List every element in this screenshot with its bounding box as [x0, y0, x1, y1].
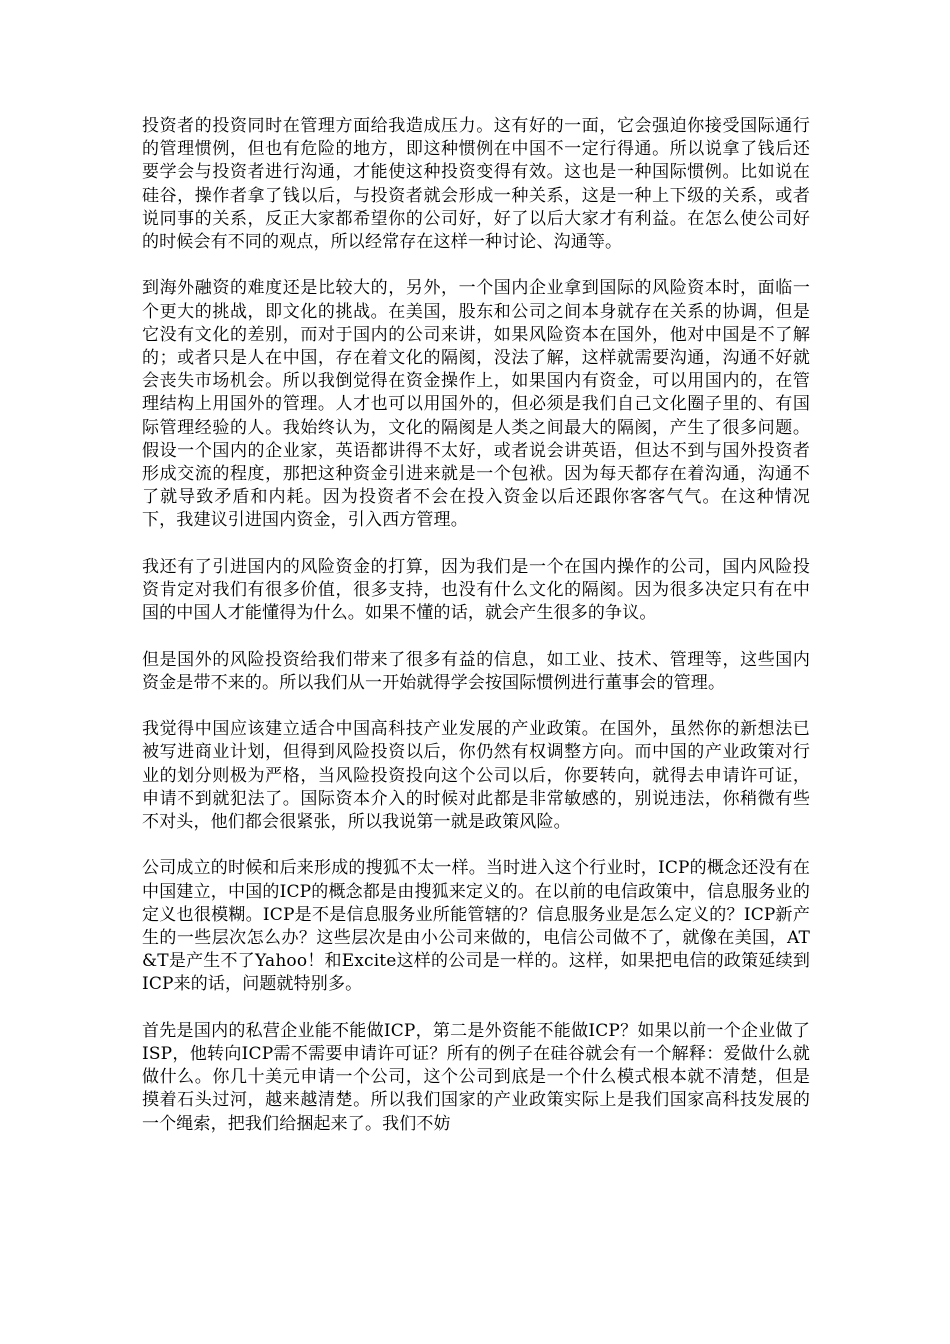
document-page: [142, 115, 810, 1136]
paragraph-icp-licensing: 首先是国内的私营企业能不能做ICP，第二是外资能不能做ICP？如果以前一个企业做了ISP，他转向ICP需不需要申请许可证？所有的例子在硅谷就会有一个解释：爱做什么就做什么。你几十美元申请一个公司，这个公司到底是一个什么模式根本就不清楚，但是摸着石头过河，越来越清楚。所以我们国家的产业政策实际上是我们国家高科技发展的一个绳索，把我们给捆起来了。我们不妨: [142, 1020, 810, 1134]
paragraph-industry-policy: 我觉得中国应该建立适合中国高科技产业发展的产业政策。在国外，虽然你的新想法已被写进商业计划，但得到风险投资以后，你仍然有权调整方向。而中国的产业政策对行业的划分则极为严格，当风险投资投向这个公司以后，你要转向，就得去申请许可证，申请不到就犯法了。国际资本介入的时候对此都是非常敏感的，别说违法，你稍微有些不对头，他们都会很紧张，所以我说第一就是政策风险。: [142, 719, 810, 833]
paragraph-overseas-financing: 到海外融资的难度还是比较大的，另外，一个国内企业拿到国际的风险资本时，面临一个更大的挑战，即文化的挑战。在美国，股东和公司之间本身就存在关系的协调，但是它没有文化的差别，而对于国内的公司来讲，如果风险资本在国外，他对中国是不了解的；或者只是人在中国，存在着文化的隔阂，没法了解，这样就需要沟通，沟通不好就会丧失市场机会。所以我倒觉得在资金操作上，如果国内有资金，可以用国内的，在管理结构上用国外的管理。人才也可以用国外的，但必须是我们自己文化圈子里的、有国际管理经验的人。我始终认为，文化的隔阂是人类之间最大的隔阂，产生了很多问题。假设一个国内的企业家，英语都讲得不太好，或者说会讲英语，但达不到与国外投资者形成交流的程度，那把这种资金引进来就是一个包袱。因为每天都存在着沟通，沟通不了就导致矛盾和内耗。因为投资者不会在投入资金以后还跟你客客气气。在这种情况下，我建议引进国内资金，引入西方管理。: [142, 278, 810, 531]
paragraph-investor-pressure: 投资者的投资同时在管理方面给我造成压力。这有好的一面，它会强迫你接受国际通行的管理惯例，但也有危险的地方，即这种惯例在中国不一定行得通。所以说拿了钱后还要学会与投资者进行沟通，才能使这种投资变得有效。这也是一种国际惯例。比如说在硅谷，操作者拿了钱以后，与投资者就会形成一种关系，这是一种上下级的关系，或者说同事的关系，反正大家都希望你的公司好，好了以后大家才有利益。在怎么使公司好的时候会有不同的观点，所以经常存在这样一种讨论、沟通等。: [142, 116, 810, 253]
paragraph-foreign-investment-benefits: 但是国外的风险投资给我们带来了很多有益的信息，如工业、技术、管理等，这些国内资金是带不来的。所以我们从一开始就得学会按国际惯例进行董事会的管理。: [142, 649, 810, 693]
paragraph-domestic-venture-capital: 我还有了引进国内的风险资金的打算，因为我们是一个在国内操作的公司，国内风险投资肯定对我们有很多价值，很多支持，也没有什么文化的隔阂。因为很多决定只有在中国的中国人才能懂得为什么。如果不懂的话，就会产生很多的争议。: [142, 556, 810, 624]
paragraph-icp-definition: 公司成立的时候和后来形成的搜狐不太一样。当时进入这个行业时，ICP的概念还没有在中国建立，中国的ICP的概念都是由搜狐来定义的。在以前的电信政策中，信息服务业的定义也很模糊。ICP是不是信息服务业所能管辖的？信息服务业是怎么定义的？ICP新产生的一些层次怎么办？这些层次是由小公司来做的，电信公司做不了，就像在美国，AT&T是产生不了Yahoo！和Excite这样的公司是一样的。这样，如果把电信的政策延续到ICP来的话，问题就特别多。: [142, 858, 810, 995]
